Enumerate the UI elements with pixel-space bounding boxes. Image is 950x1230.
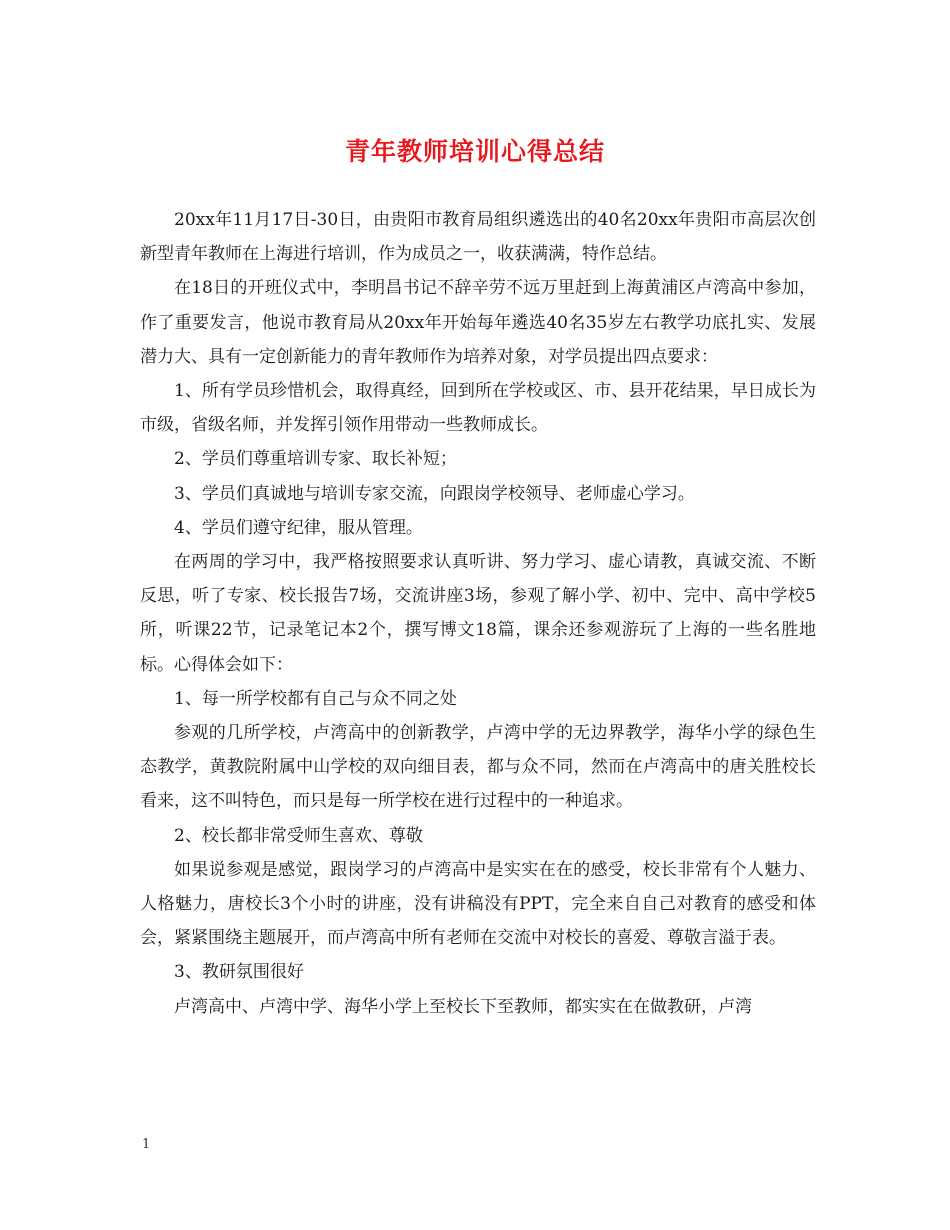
paragraph: 如果说参观是感觉，跟岗学习的卢湾高中是实实在在的感受，校长非常有个人魅力、人格魅力，唐校长3个小时的讲座，没有讲稿没有PPT，完全来自自己对教育的感受和体会，紧紧围绕主题展开，而卢湾高中所有老师在交流中对校长的喜爱、尊敬言溢于表。 — [140, 859, 816, 949]
page-number: 1 — [142, 1137, 151, 1152]
document-title: 青年教师培训心得总结 — [344, 137, 605, 166]
paragraph: 卢湾高中、卢湾中学、海华小学上至校长下至教师，都实实在在做教研，卢湾 — [174, 996, 752, 1017]
paragraph: 在18日的开班仪式中，李明昌书记不辞辛劳不远万里赶到上海黄浦区卢湾高中参加，作了重要发言，他说市教育局从20xx年开始每年遴选40名35岁左右教学功底扎实、发展潜力大、具有一定创新能力的青年教师作为培养对象，对学员提出四点要求： — [140, 278, 816, 367]
section-heading: 3、教研氛围很好 — [174, 962, 304, 983]
paragraph: 20xx年11月17日-30日，由贵阳市教育局组织遴选出的40名20xx年贵阳市高层次创新型青年教师在上海进行培训，作为成员之一，收获满满，特作总结。 — [140, 210, 816, 265]
list-item: 1、所有学员珍惜机会，取得真经，回到所在学校或区、市、县开花结果，早日成长为市级，省级名师，并发挥引领作用带动一些教师成长。 — [140, 381, 816, 436]
document-body — [140, 203, 816, 1024]
paragraph: 参观的几所学校，卢湾高中的创新教学，卢湾中学的无边界教学，海华小学的绿色生态教学，黄教院附属中山学校的双向细目表，都与众不同，然而在卢湾高中的唐关胜校长看来，这不叫特色，而只是每一所学校在进行过程中的一种追求。 — [140, 723, 816, 812]
list-item: 3、学员们真诚地与培训专家交流，向跟岗学校领导、老师虚心学习。 — [174, 483, 695, 504]
paragraph: 在两周的学习中，我严格按照要求认真听讲、努力学习、虚心请教，真诚交流、不断反思，听了专家、校长报告7场，交流讲座3场，参观了解小学、初中、完中、高中学校5所，听课22节，记录笔记本2个，撰写博文18篇，课余还参观游玩了上海的一些名胜地标。心得体会如下： — [140, 552, 816, 675]
list-item: 4、学员们遵守纪律，服从管理。 — [174, 517, 423, 538]
section-heading: 2、校长都非常受师生喜欢、尊敬 — [174, 825, 423, 846]
list-item: 2、学员们尊重培训专家、取长补短； — [174, 449, 457, 470]
section-heading: 1、每一所学校都有自己与众不同之处 — [174, 688, 457, 709]
